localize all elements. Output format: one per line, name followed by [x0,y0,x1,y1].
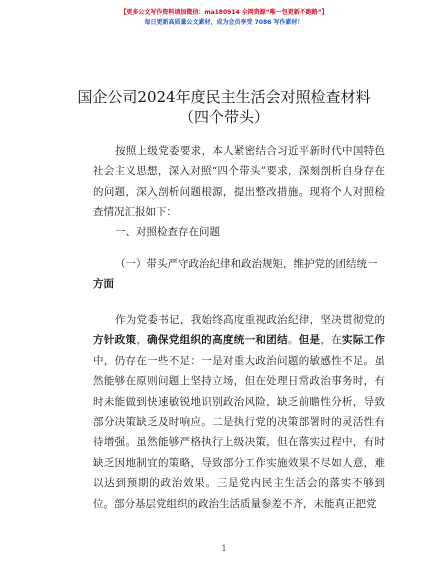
body-text: 作为党委书记，我始终高度重视政治纪律，坚决贯彻党的 [115,314,385,326]
body-bold-text: 但是 [298,334,321,347]
subsection-heading-text: （一）带头严守政治纪律和政治规矩，维护党的团结统一 [115,258,378,270]
intro-paragraph: 按照上级党委要求，本人紧密结合习近平新时代中国特色社会主义思想，深入对照“四个带头”要求，深刻剖析自身存在的问题，深入剖析问题根源，提出整改措施。现将个人对照检查情况汇报如下： [93,145,385,219]
body-bold-text: 实际工作 [342,334,386,347]
subsection-heading-1 [93,254,385,295]
subsection-heading-bold: 方面 [93,278,114,291]
promo-banner [0,8,448,28]
document-title: 国企公司2024年度民主生活会对照检查材料 [77,88,371,106]
section-heading-1: 一、对照检查存在问题 [115,226,220,238]
page-number: 1 [221,544,227,553]
body-bold-text: 确保党组织的高度统一和团结 [147,334,288,347]
promo-banner-line2: 每日更新高质量公文素材，成为会员享受 7086 写作素材！ [144,19,304,26]
body-text: ， [136,334,148,347]
body-text: 。 [287,334,299,347]
body-text: 中，仍存在一些不足：一是对重大政治问题的敏感性不足。虽然能够在原则问题上坚持立场，但在处理日常政治事务时，有时未能做到快速敏锐地识别政治风险，缺乏前瞻性分析，导致部分决策缺乏及时响应。二是执行党的决策部署时的灵活性有待增强。虽然能够严格执行上级决策，但在落实过程中，有时缺乏因地制宜的策略，导致部分工作实施效果不尽如人意，难以达到预期的政治效果。三是党内民主生活会的落实不够到位。部分基层党组织的政治生活质量参差不齐，未能真正把党 [93,354,385,510]
body-bold-text: 方针政策 [93,334,137,347]
promo-banner-line1: 【更多公文写作资料请加微信：ma180914 全网资源“唯一包更新不跑路”】 [120,9,328,16]
document-subtitle: （四个带头） [178,108,269,126]
body-text: ，在 [320,334,343,347]
body-paragraph [93,310,385,514]
